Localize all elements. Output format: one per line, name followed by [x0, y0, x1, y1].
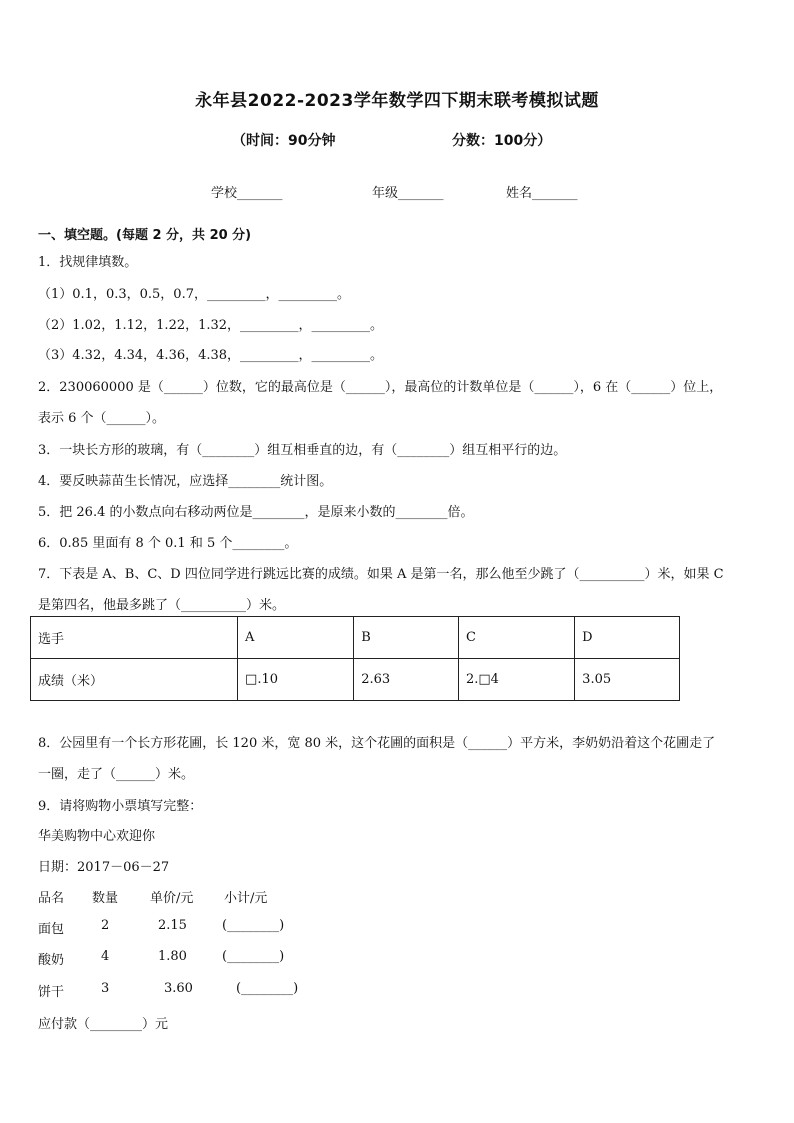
table-cell: A: [238, 617, 354, 659]
receipt-header: 单价/元: [150, 891, 194, 906]
item-price: 3.60: [164, 981, 193, 996]
table-cell: B: [354, 617, 459, 659]
grade-field[interactable]: 年级_______: [372, 186, 444, 201]
table-cell: D: [575, 617, 680, 659]
exam-score: 分数：100分）: [452, 133, 552, 149]
item-price: 2.15: [158, 918, 187, 933]
question-5: 5．把 26.4 的小数点向右移动两位是________，是原来小数的________倍。: [38, 505, 474, 520]
receipt-header: 品名: [38, 891, 65, 906]
receipt-header: 数量: [92, 891, 119, 906]
item-qty: 2: [101, 918, 110, 933]
table-cell: 3.05: [575, 659, 680, 701]
question-6: 6．0.85 里面有 8 个 0.1 和 5 个________。: [38, 536, 298, 551]
question-2-line-2: 表示 6 个（______）。: [38, 411, 166, 426]
item-qty: 4: [101, 949, 110, 964]
exam-time: （时间：90分钟: [232, 133, 336, 149]
item-subtotal: (________): [236, 981, 299, 996]
table-row: [31, 659, 680, 701]
question-7-line-2: 是第四名，他最多跳了（__________）米。: [38, 598, 286, 613]
item-name: 面包: [38, 922, 65, 937]
receipt-date: 日期：2017－06－27: [38, 860, 170, 875]
question-3: 3．一块长方形的玻璃，有（________）组互相垂直的边，有（________）组互相平行的边。: [38, 443, 567, 458]
question-1: 1．找规律填数。: [38, 255, 138, 270]
item-name: 饼干: [38, 985, 65, 1000]
table-cell: □.10: [238, 659, 354, 701]
question-7-line-1: 7．下表是 A、B、C、D 四位同学进行跳远比赛的成绩。如果 A 是第一名，那么他至少跳了（__________）米，如果 C: [38, 567, 724, 582]
question-1-part-3: （3）4.32，4.34，4.36，4.38，_________，_________。: [38, 348, 384, 363]
table-cell: 2.63: [354, 659, 459, 701]
question-8-line-2: 一圈，走了（______）米。: [38, 767, 195, 782]
receipt-total: 应付款（________）元: [38, 1017, 169, 1032]
receipt-header: 小计/元: [224, 891, 268, 906]
table-cell: C: [459, 617, 575, 659]
item-qty: 3: [101, 981, 110, 996]
question-1-part-2: （2）1.02，1.12，1.22，1.32，_________，_________。: [38, 318, 384, 333]
question-2-line-1: 2．230060000 是（______）位数，它的最高位是（______），最高位的计数单位是（______），6 在（______）位上，: [38, 380, 723, 395]
school-field[interactable]: 学校_______: [211, 186, 283, 201]
name-field[interactable]: 姓名_______: [506, 186, 578, 201]
item-name: 酸奶: [38, 953, 65, 968]
table-cell: 选手: [31, 617, 238, 659]
item-subtotal: (________): [222, 918, 285, 933]
table-cell: 成绩（米）: [31, 659, 238, 701]
table-header-row: [31, 617, 680, 659]
table-cell: 2.□4: [459, 659, 575, 701]
item-subtotal: (________): [222, 949, 285, 964]
question-9: 9．请将购物小票填写完整：: [38, 799, 203, 814]
receipt-store: 华美购物中心欢迎你: [38, 829, 156, 844]
question-1-part-1: （1）0.1，0.3，0.5，0.7，_________，_________。: [38, 287, 350, 302]
page-title: 永年县2022-2023学年数学四下期末联考模拟试题: [195, 91, 599, 111]
question-4: 4．要反映蒜苗生长情况，应选择________统计图。: [38, 474, 333, 489]
question-8-line-1: 8．公园里有一个长方形花圃，长 120 米，宽 80 米，这个花圃的面积是（______）平方米，李奶奶沿着这个花圃走了: [38, 736, 716, 751]
long-jump-table: [30, 616, 680, 701]
item-price: 1.80: [158, 949, 187, 964]
section-heading: 一、填空题。(每题 2 分，共 20 分): [38, 228, 252, 243]
